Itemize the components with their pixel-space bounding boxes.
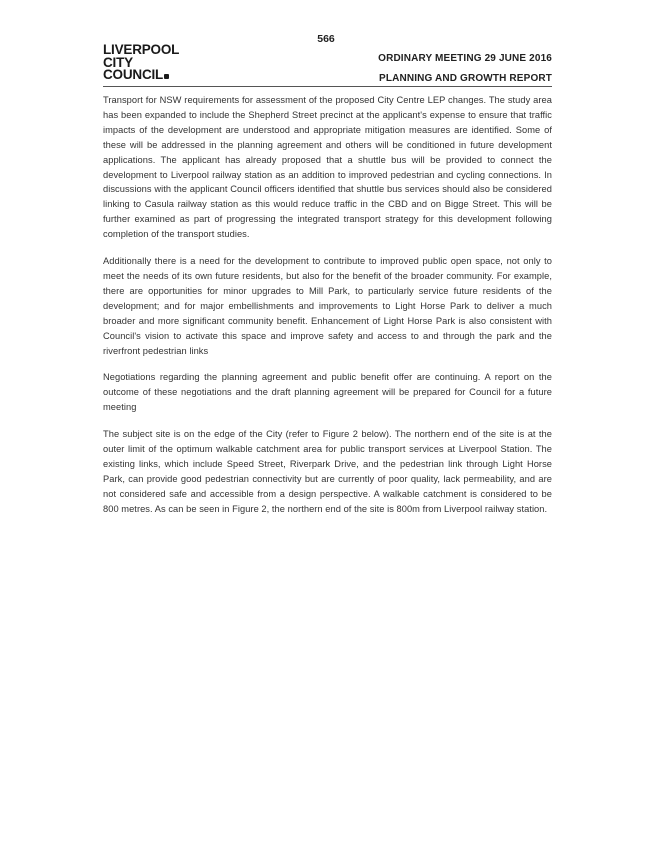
council-logo	[103, 44, 179, 82]
paragraph-subject-site: The subject site is on the edge of the City (refer to Figure 2 below). The northern end of the site is at the outer limit of the optimum walkable catchment area for public transport services at Liverpool Station. The existing links, which include Speed Street, Riverpark Drive, and the pedestrian link through Light Horse Park, can provide good pedestrian connectivity but are currently of poor quality, lack permeability, and are not considered safe and accessible from a design perspective. A walkable catchment is considered to be 800 metres. As can be seen in Figure 2, the northern end of the site is 800m from Liverpool railway station.	[103, 429, 552, 514]
report-title: PLANNING AND GROWTH REPORT	[379, 73, 552, 84]
page-number: 566	[317, 33, 335, 45]
paragraph-transport: Transport for NSW requirements for assessment of the proposed City Centre LEP changes. The study area has been expanded to include the Shepherd Street precinct at the applicant's expense to ensure that traffic impacts of the development are understood and appropriate mitigation measures are identified. Some of these will be addressed in the planning agreement and others will be conditioned in future development applications. The applicant has already proposed that a shuttle bus will be provided to connect the development to Liverpool railway station as an addition to improved pedestrian and cycling connections. In discussions with the applicant Council officers identified that shuttle bus services should also be considered linking to Casula railway station as this would reduce traffic in the CBD and on Bigge Street. This will be further examined as part of progressing the integrated transport strategy for this development following completion of the transport studies.	[103, 95, 552, 240]
logo-line-city: CITY	[103, 54, 133, 70]
logo-line-liverpool: LIVERPOOL	[103, 42, 180, 57]
logo-line-council	[103, 69, 179, 82]
meeting-title: ORDINARY MEETING 29 JUNE 2016	[378, 53, 552, 64]
paragraph-negotiations: Negotiations regarding the planning agreement and public benefit offer are continuing. A report on the outcome of these negotiations and the draft planning agreement will be prepared for Council for a future meeting	[103, 372, 552, 413]
logo-mark-icon	[164, 74, 169, 79]
paragraph-open-space: Additionally there is a need for the development to contribute to improved public open space, not only to meet the needs of its own future residents, but also for the benefit of the broader community. For example, there are opportunities for minor upgrades to Mill Park, to particularly service future residents of the development; and for major embellishments and improvements to Light Horse Park to deliver a much broader and more significant community benefit. Enhancement of Light Horse Park is also consistent with Council's vision to activate this space and improve safety and access to and through the park and the riverfront pedestrian links	[103, 256, 552, 356]
logo-line-council-text: COUNCIL	[103, 67, 164, 82]
report-body	[103, 93, 552, 529]
header-divider	[103, 86, 552, 87]
